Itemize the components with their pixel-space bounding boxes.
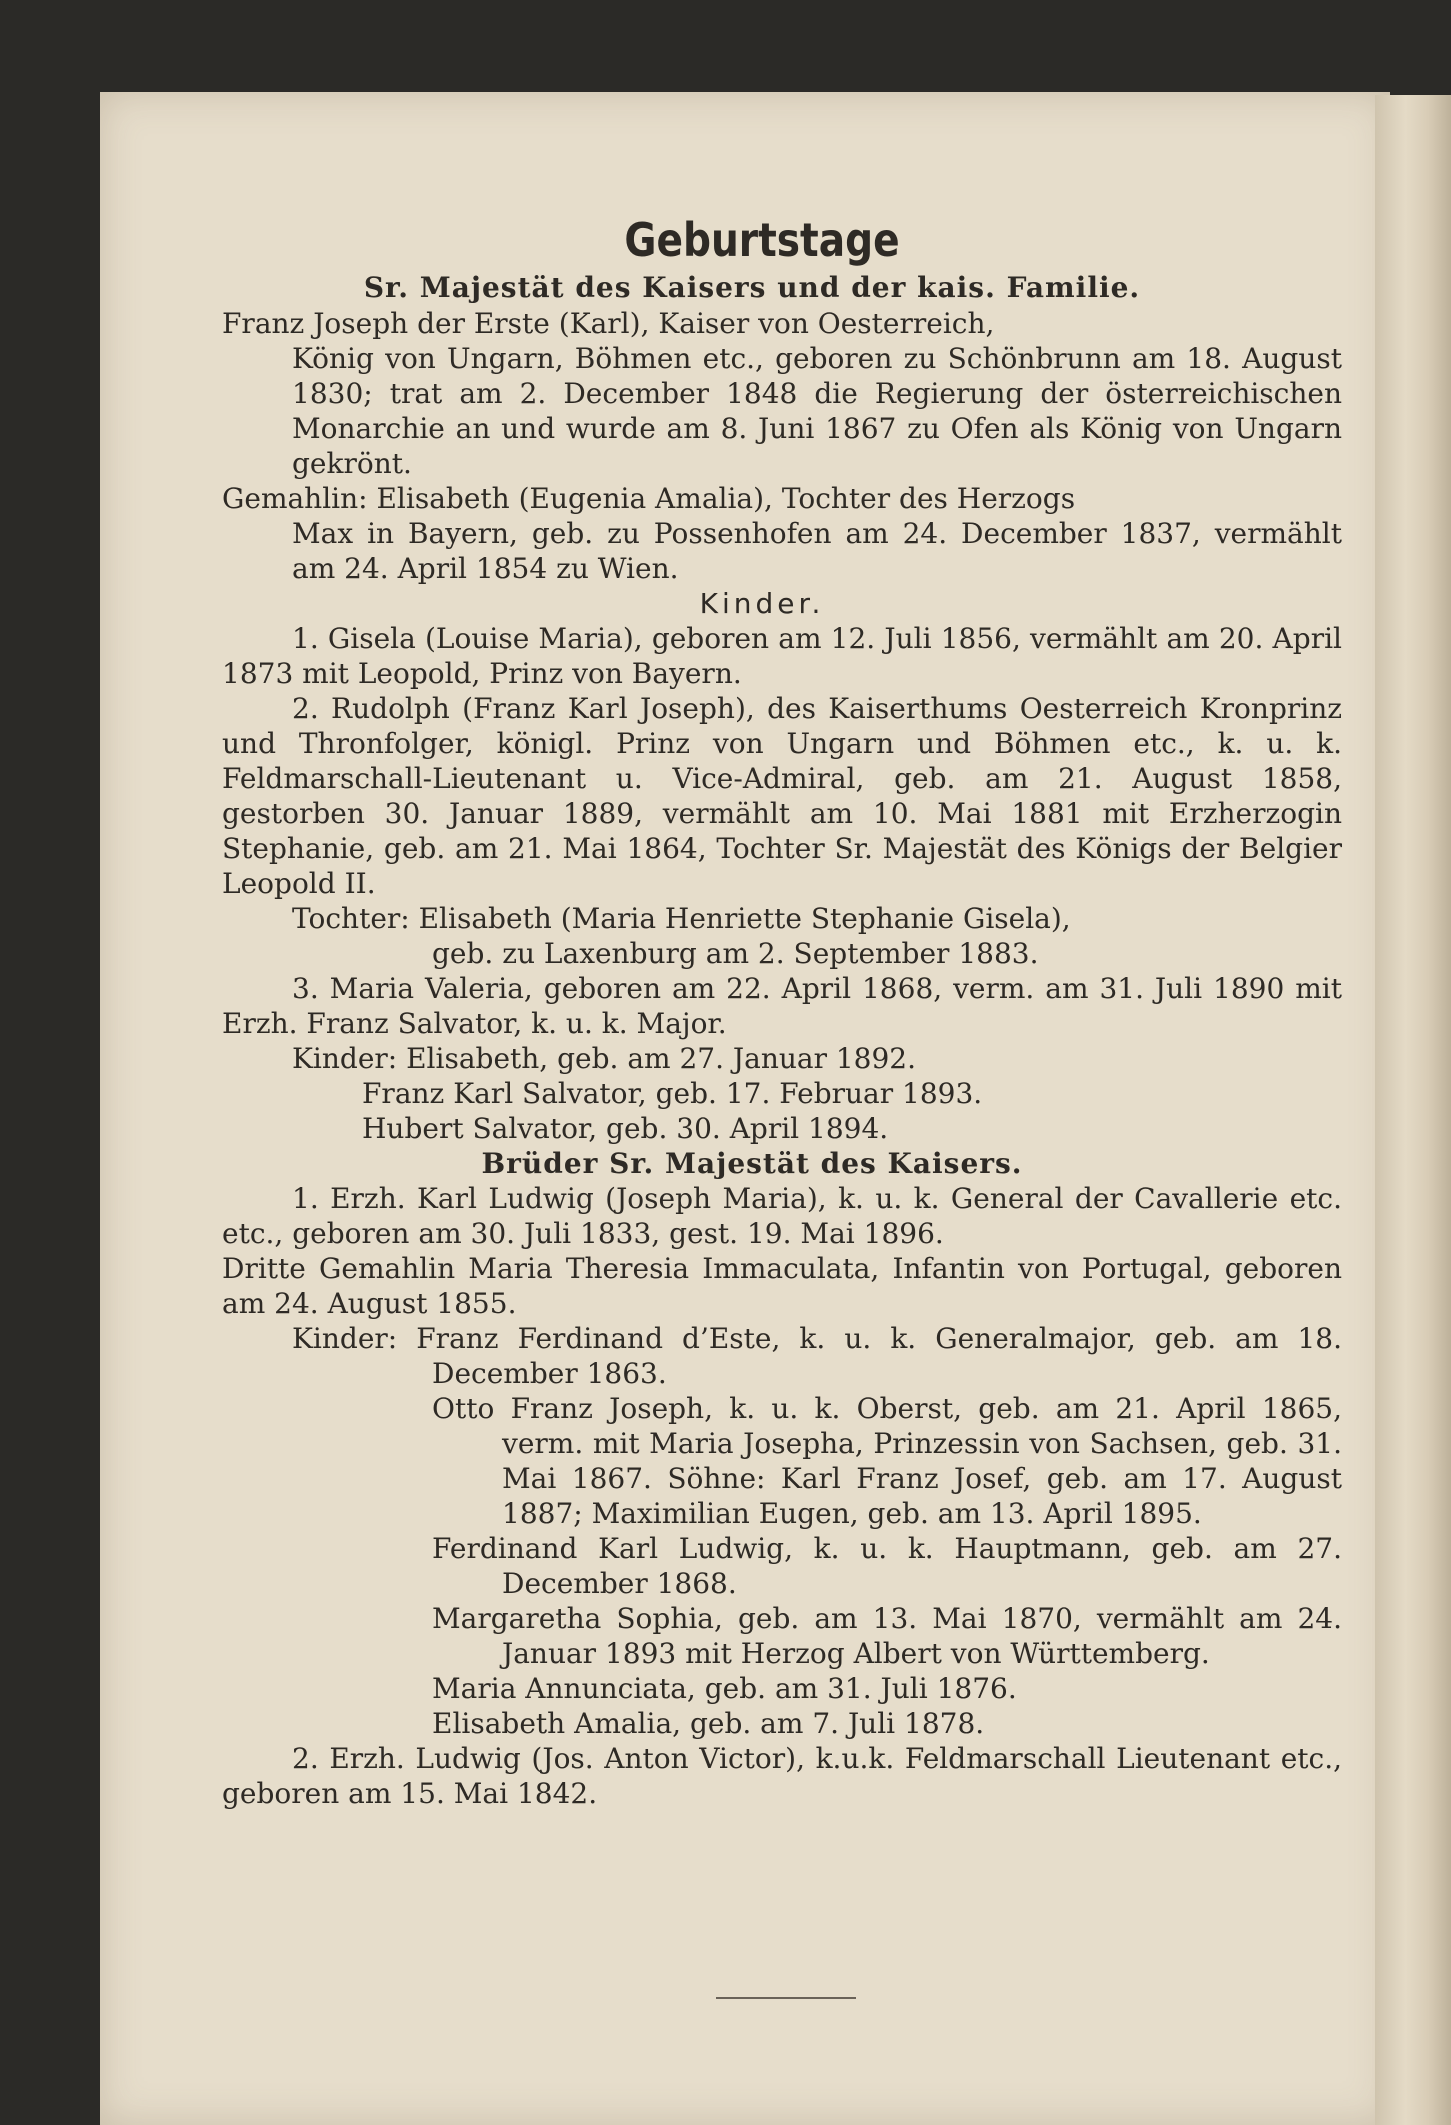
footer-rule xyxy=(716,1997,856,1999)
emperor-line1: Franz Joseph der Erste (Karl), Kaiser von Oesterreich, xyxy=(222,307,995,340)
emperor-entry xyxy=(222,306,1342,481)
valeria-kids-line1: Kinder: Elisabeth, geb. am 27. Januar 1892. xyxy=(292,1042,917,1075)
daughter-margaretha: Margaretha Sophia, geb. am 13. Mai 1870, vermählt am 24. Januar 1893 mit Herzog Albert von Württemberg. xyxy=(432,1602,1342,1670)
page-subtitle: Sr. Majestät des Kaisers und der kais. Familie. xyxy=(363,271,1141,304)
rudolph-daughter-line2: geb. zu Laxenburg am 2. September 1883. xyxy=(432,937,1039,970)
consort-entry xyxy=(222,481,1342,586)
page-edge xyxy=(1375,95,1451,2125)
son-ferdinand-karl: Ferdinand Karl Ludwig, k. u. k. Hauptmann, geb. am 27. December 1868. xyxy=(432,1532,1342,1600)
brother-ludwig-victor: 2. Erzh. Ludwig (Jos. Anton Victor), k.u.k. Feldmarschall Lieutenant etc., geboren am 15. Mai 1842. xyxy=(222,1742,1342,1810)
brothers-heading: Brüder Sr. Majestät des Kaisers. xyxy=(481,1147,1023,1180)
child-rudolph: 2. Rudolph (Franz Karl Joseph), des Kaiserthums Oesterreich Kronprinz und Thronfolger, königl. Prinz von Ungarn und Böhmen etc., k. u. k. Feldmarschall-Lieutenant u. Vice-Admiral, geb. am 21. August 1858, gestorben 30. Januar 1889, vermählt am 10. Mai 1881 mit Erzherzogin Stephanie, geb. am 21. Mai 1864, Tochter Sr. Majestät des Königs der Belgier Leopold II. xyxy=(222,692,1342,900)
page-text xyxy=(222,212,1342,1811)
consort-line1: Gemahlin: Elisabeth (Eugenia Amalia), Tochter des Herzogs xyxy=(222,482,1076,515)
consort-rest: Max in Bayern, geb. zu Possenhofen am 24. December 1837, vermählt am 24. April 1854 zu Wien. xyxy=(292,517,1342,585)
children-heading: Kinder. xyxy=(699,587,825,620)
brother-karl-ludwig: 1. Erzh. Karl Ludwig (Joseph Maria), k. u. k. General der Cavallerie etc. etc., geboren am 30. Juli 1833, gest. 19. Mai 1896. xyxy=(222,1182,1342,1250)
valeria-kids-line3: Hubert Salvator, geb. 30. April 1894. xyxy=(362,1112,889,1145)
rudolph-daughter-line1: Tochter: Elisabeth (Maria Henriette Stephanie Gisela), xyxy=(292,902,1071,935)
third-wife: Dritte Gemahlin Maria Theresia Immaculata, Infantin von Portugal, geboren am 24. August 1855. xyxy=(222,1252,1342,1320)
valeria-kids-line2: Franz Karl Salvator, geb. 17. Februar 1893. xyxy=(362,1077,983,1110)
son-otto: Otto Franz Joseph, k. u. k. Oberst, geb. am 21. April 1865, verm. mit Maria Josepha, Prinzessin von Sachsen, geb. 31. Mai 1867. Söhne: Karl Franz Josef, geb. am 17. August 1887; Maximilian Eugen, geb. am 13. April 1895. xyxy=(432,1392,1342,1530)
child-gisela: 1. Gisela (Louise Maria), geboren am 12. Juli 1856, vermählt am 20. April 1873 mit Leopold, Prinz von Bayern. xyxy=(222,622,1342,690)
daughter-maria-annunciata: Maria Annunciata, geb. am 31. Juli 1876. xyxy=(432,1672,1017,1705)
emperor-rest: König von Ungarn, Böhmen etc., geboren zu Schönbrunn am 18. August 1830; trat am 2. December 1848 die Regierung der österreichischen Monarchie an und wurde am 8. Juni 1867 zu Ofen als König von Ungarn gekrönt. xyxy=(292,342,1342,480)
page-title: Geburtstage xyxy=(624,213,900,267)
child-valeria: 3. Maria Valeria, geboren am 22. April 1868, verm. am 31. Juli 1890 mit Erzh. Franz Salvator, k. u. k. Major. xyxy=(222,972,1342,1040)
kids-franz-ferdinand: Kinder: Franz Ferdinand d’Este, k. u. k. Generalmajor, geb. am 18. December 1863. xyxy=(292,1322,1342,1390)
daughter-elisabeth-amalia: Elisabeth Amalia, geb. am 7. Juli 1878. xyxy=(432,1707,985,1740)
